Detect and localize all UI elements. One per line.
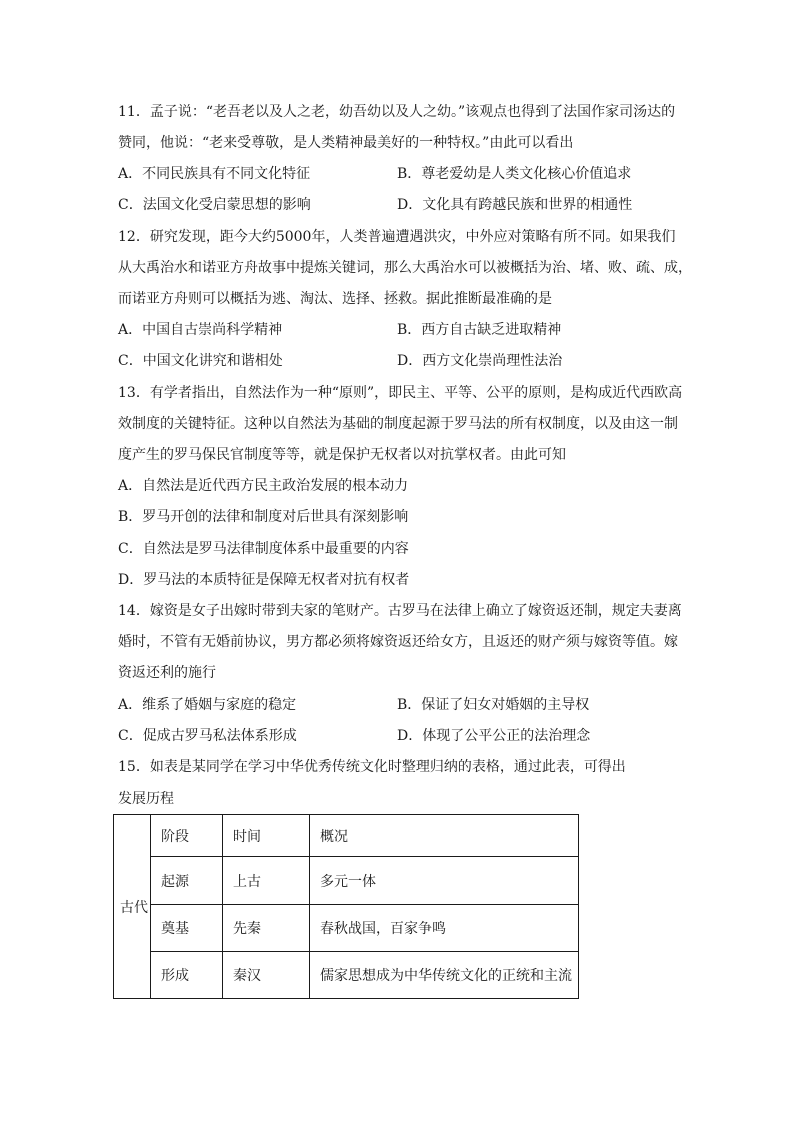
q14-option-a: A．维系了婚姻与家庭的稳定 [118, 697, 297, 713]
q13-stem-line3: 度产生的罗马保民官制度等等，就是保护无权者以对抗掌权者。由此可知 [118, 447, 566, 463]
culture-table [113, 814, 579, 999]
q12-option-c: C．中国文化讲究和谐相处 [118, 353, 283, 369]
q11-stem-line1: 11．孟子说：“老吾老以及人之老，幼吾幼以及人之幼。”该观点也得到了法国作家司汤达的 [118, 104, 676, 120]
table-header-stage: 阶段 [151, 815, 223, 857]
q12-stem-line3: 而诺亚方舟则可以概括为逃、淘汰、选择、拯救。据此推断最准确的是 [118, 291, 552, 307]
table-cell: 多元一体 [310, 857, 579, 905]
q14-option-c: C．促成古罗马私法体系形成 [118, 728, 297, 744]
q11-option-d: D．文化具有跨越民族和世界的相通性 [397, 197, 633, 213]
table-row [114, 857, 579, 905]
table-cell: 春秋战国，百家争鸣 [310, 905, 579, 952]
table-cell: 奠基 [151, 905, 223, 952]
q15-stem-line2: 发展历程 [118, 791, 174, 807]
q11-stem-line2: 赞同，他说：“老来受尊敬，是人类精神最美好的一种特权。”由此可以看出 [118, 135, 574, 151]
q11-option-a: A．不同民族具有不同文化特征 [118, 166, 311, 182]
table-era-cell: 古代 [114, 815, 151, 999]
q12-option-d: D．西方文化崇尚理性法治 [397, 353, 563, 369]
q13-option-c: C．自然法是罗马法律制度体系中最重要的内容 [118, 541, 409, 557]
table-cell: 上古 [223, 857, 310, 905]
q13-option-b: B．罗马开创的法律和制度对后世具有深刻影响 [118, 509, 409, 525]
q12-stem-line2: 从大禹治水和诺亚方舟故事中提炼关键词，那么大禹治水可以被概括为治、堵、败、疏、成， [118, 260, 692, 276]
q13-stem-line2: 效制度的关键特征。这种以自然法为基础的制度起源于罗马法的所有权制度，以及由这一制 [118, 416, 678, 432]
q15-stem-line1: 15．如表是某同学在学习中华优秀传统文化时整理归纳的表格，通过此表，可得出 [118, 759, 626, 775]
q13-stem-line1: 13．有学者指出，自然法作为一种“原则”，即民主、平等、公平的原则，是构成近代西欧高 [118, 385, 683, 401]
table-row [114, 952, 579, 999]
table-cell: 儒家思想成为中华传统文化的正统和主流 [310, 952, 579, 999]
q12-stem-line1: 12．研究发现，距今大约5000年，人类普遍遭遇洪灾，中外应对策略有所不同。如果我们 [118, 229, 676, 245]
q12-option-a: A．中国自古崇尚科学精神 [118, 322, 283, 338]
q13-option-d: D．罗马法的本质特征是保障无权者对抗有权者 [118, 572, 410, 588]
q11-option-b: B．尊老爱幼是人类文化核心价值追求 [397, 166, 632, 182]
table-header-overview: 概况 [310, 815, 579, 857]
table-cell: 秦汉 [223, 952, 310, 999]
table-cell: 先秦 [223, 905, 310, 952]
table-header-time: 时间 [223, 815, 310, 857]
q14-option-d: D．体现了公平公正的法治理念 [397, 728, 591, 744]
q13-option-a: A．自然法是近代西方民主政治发展的根本动力 [118, 478, 409, 494]
q14-option-b: B．保证了妇女对婚姻的主导权 [397, 697, 590, 713]
q11-option-c: C．法国文化受启蒙思想的影响 [118, 197, 311, 213]
table-cell: 起源 [151, 857, 223, 905]
table-row [114, 905, 579, 952]
q14-stem-line1: 14．嫁资是女子出嫁时带到夫家的笔财产。古罗马在法律上确立了嫁资返还制，规定夫妻离 [118, 603, 682, 619]
q12-option-b: B．西方自古缺乏进取精神 [397, 322, 562, 338]
q14-stem-line3: 资返还利的施行 [118, 665, 216, 681]
q14-stem-line2: 婚时，不管有无婚前协议，男方都必须将嫁资返还给女方，且返还的财产须与嫁资等值。嫁 [118, 634, 678, 650]
table-cell: 形成 [151, 952, 223, 999]
